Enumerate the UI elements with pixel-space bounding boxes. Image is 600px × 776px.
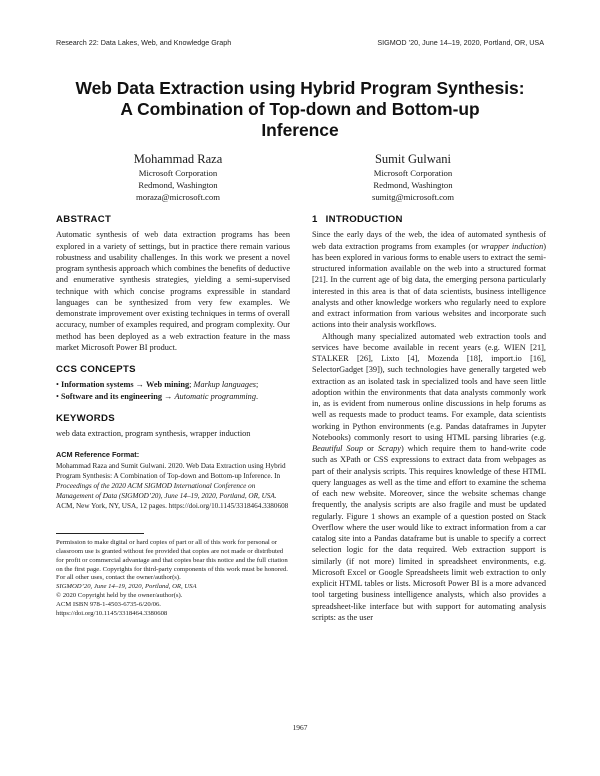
keywords-text: web data extraction, program synthesis, wrapper induction: [56, 429, 251, 438]
author-affiliation: Microsoft Corporation: [138, 168, 218, 178]
author-name: Mohammad Raza: [133, 152, 223, 166]
ccs-heading: CCS CONCEPTS: [56, 364, 136, 375]
footnote-rule: [56, 533, 144, 534]
author-name: Sumit Gulwani: [374, 152, 452, 166]
right-column: [312, 214, 546, 623]
page-number: 1967: [292, 723, 308, 732]
intro-paragraph: Although many specialized automated web extraction tools and services have become available in recent years (e.g. WIEN [21], STALKER [26], Lixto [4], Mozenda [18], import.io [16], SelectorGadget [39]), such technologies have generally targeted web extraction as an isolated task in specialized tools and have seen little adoption within the environments that data analysts commonly work in, as is evident from numerous online discussions in help forums as well as requests made to product teams. For example, data scientists working in Python environments (e.g. Pandas dataframes in Jupyter Notebooks) commonly resort to using HTML parsing libraries (e.g. Beautiful Soup or Scrapy) which require them to hand-write code such as XPath or CSS expressions to extract data from webpages as part of their analysis scripts. This requires knowledge of these HTML query languages as well as the time and effort to examine the schema of each new website. Moreover, since the website schemas change frequently, the analysis scripts are also fragile and must be updated regularly. Figure 1 shows an example of a question posted on Stack Overflow where the user would like to extract information from a car catalog site into a Pandas dataframe but is unable to specify a correct selection logic for the data required. Web extraction support is similarly (if not more) limited in spreadsheet environments, e.g. Microsoft Excel or Google Spreadsheets limit web extraction to only explicit HTML tables or lists. Microsoft Power BI is a more advanced tool targeting business intelligence analysts, which also provides a spreadsheet-like interface but with support for automating analysis scripts: as the user: [312, 331, 546, 622]
author-location: Redmond, Washington: [373, 180, 453, 191]
title-line-2: A Combination of Top-down and Bottom-up: [120, 99, 480, 119]
author-affiliation: Microsoft Corporation: [373, 168, 453, 178]
abstract-text: Automatic synthesis of web data extraction programs has been explored in a variety of settings, but in practice there remain various robustness and usability challenges. In this work we present a novel program synthesis approach which combines the benefits of deductive and enumerative synthesis strategies, yielding a semi-supervised technique with which concise programs expressible in standard languages can be synthesized from very few examples. We demonstrate improvement over existing techniques in terms of overall accuracy, number of examples required, and program complexity. Our method has been deployed as a web extraction feature in the mass market Microsoft Power BI product.: [56, 230, 290, 352]
author-email: moraza@microsoft.com: [136, 192, 220, 203]
abstract-heading: ABSTRACT: [56, 214, 112, 225]
left-column: [56, 214, 290, 619]
acm-reference-format: ACM Reference Format: Mohammad Raza and Sumit Gulwani. 2020. Web Data Extraction using Hybrid Program Synthesis: A Combination of Top-down and Bottom-up Inference. In Proceedings of the 2020 ACM SIGMOD International Conference on Management of Data (SIGMOD’20), June 14–19, 2020, Portland, OR, USA. ACM, New York, NY, USA, 12 pages. https://doi.org/10.1145/3318464.3380608: [56, 450, 289, 511]
running-header-left: Research 22: Data Lakes, Web, and Knowledge Graph: [56, 38, 232, 47]
paper-title: [40, 78, 560, 141]
keywords-heading: KEYWORDS: [56, 412, 115, 424]
permission-notice: Permission to make digital or hard copies of part or all of this work for personal or classroom use is granted without fee provided that copies are not made or distributed for profit or commercial advantage and that copies bear this notice and the full citation on the first page. Copyrights for third-party components of this work must be honored. For all other uses, contact the owner/author(s). SIGMOD’20, June 14–19, 2020, Portland, OR, USA © 2020 Copyright held by the owner/author(s). ACM ISBN 978-1-4503-6735-6/20/06. https://doi.org/10.1145/3318464.3380608: [56, 538, 288, 618]
reference-heading: ACM Reference Format:: [56, 450, 140, 460]
introduction-heading: 1 INTRODUCTION: [312, 214, 403, 225]
author-location: Redmond, Washington: [138, 180, 218, 191]
running-header-right: SIGMOD ’20, June 14–19, 2020, Portland, OR, USA: [377, 38, 544, 47]
author-block: [313, 152, 513, 204]
ccs-item: • Software and its engineering → Automatic programming.: [56, 391, 259, 401]
author-block: [78, 152, 278, 204]
title-line-3: Inference: [261, 120, 339, 140]
intro-paragraph: Since the early days of the web, the idea of automated synthesis of web data extraction programs from examples (or wrapper induction) has been explored in various forms to enable users to extract the semi-structured information available on the web into a structured format [21]. In the current age of big data, the emerging persona particularly interested in this area is that of data scientists, business intelligence analysts and other knowledge workers who regularly need to explore and extract information from various websites and incorporate such actions into their analysis workflows.: [312, 230, 546, 330]
title-line-1: Web Data Extraction using Hybrid Program Synthesis:: [75, 78, 525, 98]
author-email: sumitg@microsoft.com: [371, 192, 455, 203]
ccs-item: • Information systems → Web mining; Markup languages;: [56, 380, 259, 390]
